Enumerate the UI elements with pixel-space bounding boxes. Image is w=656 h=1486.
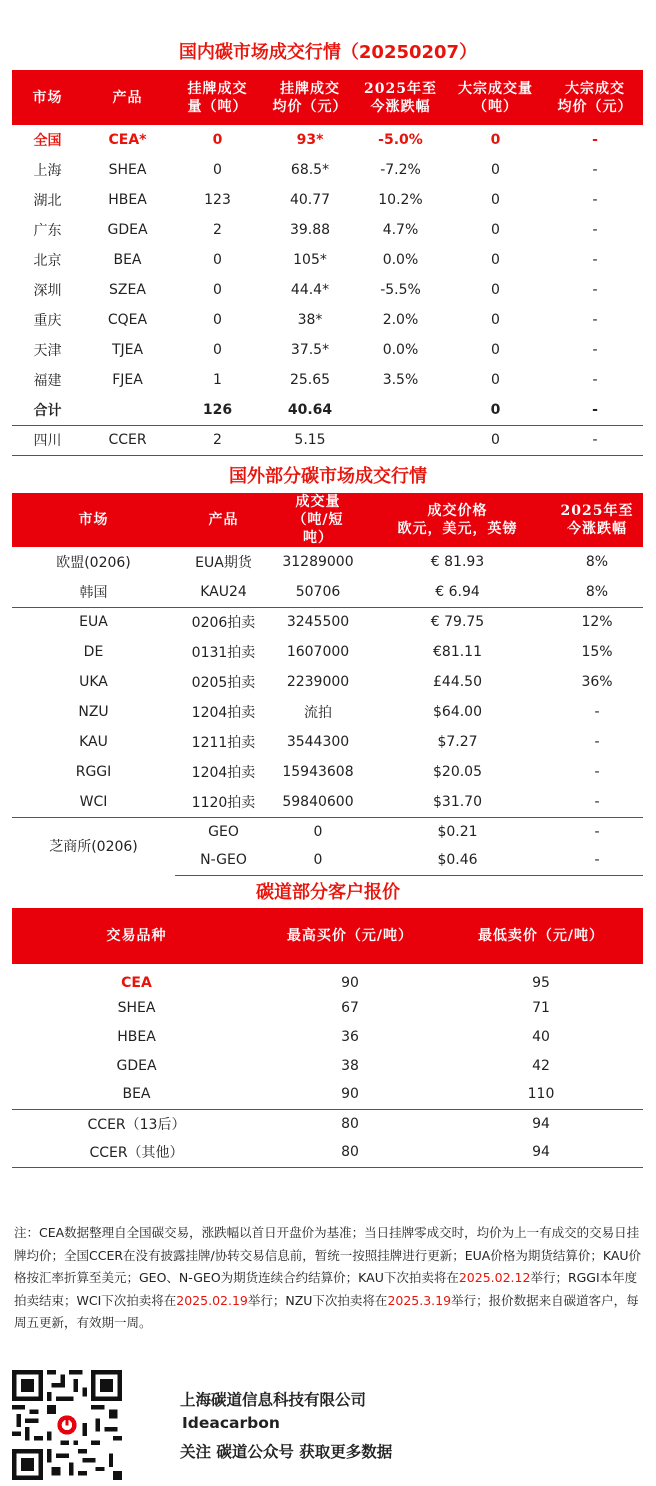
table-row bbox=[12, 1109, 643, 1138]
table-cell: - bbox=[592, 252, 598, 268]
table-cell: EUA期货 bbox=[195, 555, 252, 571]
table-row bbox=[12, 305, 643, 335]
table-cell: 0 bbox=[213, 342, 222, 358]
column-header-line: 2025年至 bbox=[560, 503, 634, 519]
table-cell: 1607000 bbox=[286, 644, 350, 660]
table-cell: 北京 bbox=[33, 253, 62, 269]
table-cell: 15% bbox=[581, 644, 613, 660]
table-cell: RGGI bbox=[75, 764, 112, 780]
column-header bbox=[12, 493, 175, 547]
table-cell: 0 bbox=[491, 372, 500, 388]
table-cell: 1204拍卖 bbox=[191, 765, 256, 781]
column-header-line: 挂牌成交 bbox=[187, 80, 248, 97]
column-header bbox=[357, 70, 444, 125]
table-cell: 39.88 bbox=[289, 222, 331, 238]
table-cell: 0 bbox=[490, 401, 501, 418]
table-cell: - bbox=[592, 372, 598, 388]
table-cell: 0 bbox=[491, 192, 500, 208]
table-cell: 0 bbox=[491, 162, 500, 178]
table-cell: 93* bbox=[296, 132, 324, 148]
follow-text: 关注 碳道公众号 获取更多数据 bbox=[180, 1443, 393, 1461]
table-cell: 天津 bbox=[33, 343, 62, 359]
table-cell: 36 bbox=[341, 1028, 359, 1045]
table-cell: N-GEO bbox=[175, 846, 272, 875]
table-cell: 韩国 bbox=[12, 577, 175, 607]
table-cell: - bbox=[592, 222, 598, 238]
table-cell: 0 bbox=[313, 823, 323, 840]
nzu-next-auction-date: 2025.3.19 bbox=[387, 1292, 452, 1308]
table-cell: 80 bbox=[261, 1138, 439, 1167]
domestic-table bbox=[12, 70, 643, 456]
column-header-line: 均价（元） bbox=[557, 98, 633, 115]
table-cell: - bbox=[592, 132, 598, 148]
table-cell: 42 bbox=[532, 1057, 550, 1074]
table-cell bbox=[83, 395, 172, 425]
column-header bbox=[263, 70, 357, 125]
quotes-table bbox=[12, 908, 643, 1168]
table-cell: CCER（13后） bbox=[87, 1116, 186, 1133]
table-cell: 0.0% bbox=[382, 342, 419, 358]
table-cell: CCER（其他） bbox=[12, 1138, 261, 1167]
table-cell: 80 bbox=[341, 1115, 359, 1132]
column-header-line: 市场 bbox=[32, 89, 63, 106]
column-header-line: 产品 bbox=[208, 512, 239, 528]
table-cell: - bbox=[592, 282, 598, 298]
table-cell: 94 bbox=[532, 1115, 550, 1132]
table-cell: - bbox=[551, 846, 643, 875]
column-header bbox=[364, 493, 551, 547]
table-cell: 0 bbox=[490, 132, 501, 148]
table-cell: 94 bbox=[439, 1138, 643, 1167]
column-header-line: 成交量 bbox=[295, 494, 341, 510]
table-row bbox=[12, 245, 643, 275]
table-cell: € 81.93 bbox=[430, 554, 485, 570]
table-cell: 0 bbox=[444, 425, 547, 455]
column-header-line: 今涨跌幅 bbox=[567, 521, 627, 537]
table-cell: 0 bbox=[212, 132, 223, 148]
table-cell: 40.77 bbox=[289, 192, 331, 208]
table-cell: 3.5% bbox=[382, 372, 419, 388]
foreign-table bbox=[12, 493, 643, 876]
column-header-line: 大宗成交量 bbox=[458, 80, 533, 97]
table-cell: 8% bbox=[585, 554, 609, 570]
table-cell: $31.70 bbox=[364, 787, 551, 817]
table-cell: 123 bbox=[204, 192, 231, 208]
table-cell: - bbox=[592, 312, 598, 328]
column-header: 最高买价（元/吨） bbox=[261, 908, 439, 964]
table-cell: 芝商所(0206) bbox=[49, 839, 138, 856]
table-cell: 合计 bbox=[33, 402, 62, 419]
table-cell: KAU bbox=[79, 734, 108, 750]
table-row bbox=[12, 1080, 643, 1109]
table-cell: 38 bbox=[341, 1057, 359, 1074]
table-cell: HBEA bbox=[108, 192, 147, 208]
table-row bbox=[12, 787, 643, 817]
table-row bbox=[12, 817, 643, 846]
table-cell: 40 bbox=[532, 1028, 550, 1045]
table-cell: 1204拍卖 bbox=[191, 705, 256, 721]
table-cell: 110 bbox=[439, 1080, 643, 1109]
table-cell: 44.4* bbox=[290, 282, 330, 298]
table-cell: 2239000 bbox=[286, 674, 350, 690]
table-cell: 广东 bbox=[33, 223, 62, 239]
foreign-title: 国外部分碳市场成交行情 bbox=[229, 466, 427, 487]
table-cell: - bbox=[594, 704, 600, 720]
table-cell: GDEA bbox=[107, 222, 148, 238]
column-header bbox=[547, 70, 643, 125]
table-cell: TJEA bbox=[111, 342, 144, 358]
table-row bbox=[12, 365, 643, 395]
table-cell: DE bbox=[83, 644, 104, 660]
table-cell: 126 bbox=[202, 401, 233, 418]
column-header-line: 大宗成交 bbox=[565, 80, 625, 97]
table-row bbox=[12, 425, 643, 455]
table-cell: 8% bbox=[551, 577, 643, 607]
table-cell: 重庆 bbox=[33, 313, 62, 329]
table-cell: 0 bbox=[491, 252, 500, 268]
table-cell: CQEA bbox=[107, 312, 148, 328]
table-cell: 0 bbox=[491, 222, 500, 238]
table-cell: 31289000 bbox=[282, 554, 354, 570]
table-row bbox=[12, 1022, 643, 1051]
table-cell bbox=[357, 395, 444, 425]
table-cell: EUA bbox=[79, 614, 108, 631]
column-header-line: 成交价格 bbox=[427, 503, 488, 519]
table-cell: €81.11 bbox=[433, 644, 482, 660]
table-cell: 3245500 bbox=[286, 614, 350, 631]
table-cell: 37.5* bbox=[290, 342, 330, 358]
table-cell: 3544300 bbox=[286, 734, 350, 750]
column-header bbox=[272, 493, 364, 547]
column-header bbox=[83, 70, 172, 125]
table-cell: 10.2% bbox=[378, 192, 423, 208]
table-cell: 25.65 bbox=[289, 372, 331, 388]
table-row bbox=[12, 727, 643, 757]
table-cell: - bbox=[594, 764, 600, 780]
table-row bbox=[12, 1138, 643, 1167]
wci-next-auction-date: 2025.02.19 bbox=[176, 1292, 248, 1308]
table-cell: BEA bbox=[12, 1080, 261, 1109]
table-cell: GEO bbox=[208, 823, 239, 840]
table-row bbox=[12, 185, 643, 215]
qr-code-image bbox=[12, 1370, 122, 1480]
column-header-line: （吨/短 bbox=[292, 512, 344, 528]
table-cell: € 6.94 bbox=[364, 577, 551, 607]
table-row bbox=[12, 155, 643, 185]
column-header-line: 2025年至 bbox=[364, 80, 437, 97]
table-row bbox=[12, 215, 643, 245]
table-row bbox=[12, 637, 643, 667]
table-cell: € 79.75 bbox=[430, 614, 485, 631]
column-header bbox=[444, 70, 547, 125]
table-cell: 40.64 bbox=[287, 401, 333, 418]
table-cell: 全国 bbox=[33, 133, 62, 149]
table-cell: - bbox=[551, 787, 643, 817]
table-cell: - bbox=[592, 401, 598, 418]
column-header bbox=[551, 493, 643, 547]
table-cell: HBEA bbox=[117, 1028, 156, 1045]
table-row bbox=[12, 964, 643, 993]
table-cell: 0131拍卖 bbox=[191, 645, 256, 661]
table-cell: 0 bbox=[213, 252, 222, 268]
table-cell: CEA bbox=[121, 974, 152, 991]
table-cell: 5.15 bbox=[263, 425, 357, 455]
table-cell: 流拍 bbox=[304, 705, 332, 721]
table-cell: 0 bbox=[272, 846, 364, 875]
table-cell: 1120拍卖 bbox=[175, 787, 272, 817]
table-cell: BEA bbox=[113, 252, 142, 268]
table-cell: 0 bbox=[213, 162, 222, 178]
column-header-line: 产品 bbox=[112, 89, 143, 106]
table-cell: 95 bbox=[532, 974, 550, 991]
table-row bbox=[12, 607, 643, 637]
table-cell: 2 bbox=[213, 222, 222, 238]
table-row bbox=[12, 547, 643, 577]
table-cell: CEA* bbox=[108, 132, 147, 148]
table-cell: 湖北 bbox=[33, 193, 62, 209]
quotes-title: 碳道部分客户报价 bbox=[256, 882, 400, 903]
table-cell: - bbox=[547, 425, 643, 455]
table-cell: - bbox=[592, 162, 598, 178]
table-cell: KAU24 bbox=[175, 577, 272, 607]
table-cell: 四川 bbox=[12, 425, 83, 455]
table-cell: 4.7% bbox=[382, 222, 419, 238]
table-cell: $7.27 bbox=[437, 734, 478, 750]
table-cell: $20.05 bbox=[433, 764, 482, 780]
column-header-line: 欧元，美元，英镑 bbox=[397, 521, 518, 537]
column-header bbox=[172, 70, 263, 125]
table-row bbox=[12, 1051, 643, 1080]
table-cell: 50706 bbox=[272, 577, 364, 607]
table-cell: - bbox=[594, 734, 600, 750]
table-cell: SZEA bbox=[109, 282, 146, 298]
column-header bbox=[12, 70, 83, 125]
domestic-title: 国内碳市场成交行情（20250207） bbox=[178, 42, 478, 63]
column-header-line: 挂牌成交 bbox=[280, 80, 340, 97]
table-cell: SHEA bbox=[108, 162, 147, 178]
table-cell: - bbox=[594, 823, 600, 840]
table-cell: $0.21 bbox=[437, 823, 478, 840]
table-row bbox=[12, 993, 643, 1022]
column-header-line: 吨） bbox=[303, 530, 333, 546]
table-cell: 1211拍卖 bbox=[191, 735, 256, 751]
table-row bbox=[12, 335, 643, 365]
table-cell: 欧盟(0206) bbox=[56, 555, 131, 571]
table-cell: FJEA bbox=[112, 372, 143, 388]
table-cell: 59840600 bbox=[272, 787, 364, 817]
column-header: 交易品种 bbox=[12, 908, 261, 964]
column-header-line: 今涨跌幅 bbox=[370, 98, 431, 115]
table-cell: -5.5% bbox=[380, 282, 421, 298]
table-cell: UKA bbox=[79, 674, 108, 690]
table-cell: 0 bbox=[213, 282, 222, 298]
table-cell: 105* bbox=[293, 252, 327, 268]
table-cell: 67 bbox=[341, 999, 359, 1016]
table-cell: 71 bbox=[532, 999, 550, 1016]
table-cell: 68.5* bbox=[290, 162, 330, 178]
table-cell: 90 bbox=[341, 974, 359, 991]
table-cell: 36% bbox=[581, 674, 613, 690]
table-cell: 90 bbox=[261, 1080, 439, 1109]
table-cell: 15943608 bbox=[282, 764, 354, 780]
table-cell: $0.46 bbox=[364, 846, 551, 875]
table-cell: 2.0% bbox=[382, 312, 419, 328]
table-cell: 0 bbox=[491, 312, 500, 328]
table-cell: - bbox=[592, 192, 598, 208]
table-cell: 38* bbox=[297, 312, 323, 328]
table-cell: £44.50 bbox=[433, 674, 482, 690]
table-cell: -5.0% bbox=[378, 132, 423, 148]
column-header-line: 量（吨） bbox=[187, 98, 248, 115]
table-cell: GDEA bbox=[116, 1057, 157, 1074]
table-cell: SHEA bbox=[117, 999, 156, 1016]
table-cell: $64.00 bbox=[433, 704, 482, 720]
table-cell: 0 bbox=[491, 342, 500, 358]
column-header: 最低卖价（元/吨） bbox=[439, 908, 643, 964]
table-row bbox=[12, 395, 643, 425]
table-cell bbox=[357, 425, 444, 455]
table-cell: 0206拍卖 bbox=[191, 615, 256, 632]
table-row bbox=[12, 757, 643, 787]
table-cell: 上海 bbox=[33, 163, 62, 179]
brand-name: Ideacarbon bbox=[182, 1414, 280, 1432]
table-cell: - bbox=[592, 342, 598, 358]
table-cell: NZU bbox=[78, 704, 109, 720]
table-cell: WCI bbox=[12, 787, 175, 817]
table-row bbox=[12, 125, 643, 155]
table-cell: 0 bbox=[213, 312, 222, 328]
company-name: 上海碳道信息科技有限公司 bbox=[180, 1391, 367, 1409]
table-cell: CCER bbox=[83, 425, 172, 455]
table-row bbox=[12, 697, 643, 727]
kau-next-auction-date: 2025.02.12 bbox=[458, 1270, 531, 1285]
column-header bbox=[175, 493, 272, 547]
table-cell: 2 bbox=[172, 425, 263, 455]
column-header-line: （吨） bbox=[473, 98, 518, 115]
table-cell: 12% bbox=[581, 614, 613, 631]
column-header-line: 市场 bbox=[78, 512, 109, 528]
table-row bbox=[12, 275, 643, 305]
table-cell: 0205拍卖 bbox=[191, 675, 256, 691]
table-cell: 0.0% bbox=[382, 252, 419, 268]
table-row bbox=[12, 667, 643, 697]
table-cell: 0 bbox=[491, 282, 500, 298]
table-cell: 深圳 bbox=[33, 283, 62, 299]
table-row bbox=[12, 577, 643, 607]
footnote: 注：CEA数据整理自全国碳交易，涨跌幅以首日开盘价为基准；当日挂牌零成交时，均价为上一有成交的交易日挂牌均价；全国CCER在没有披露挂牌/协转交易信息前，暂统一按照挂牌进行更新；EUA价格为期货结算价；KAU价格按汇率折算至美元；GEO、N-GEO为期货连续合约结算价；KAU下次拍卖将在2025.02.12举行；RGGI本年度拍卖结束；WCI下次拍卖将在2025.02.19举行；NZU下次拍卖将在2025.3.19举行；报价数据来自碳道客户，每周五更新，有效期一周。 bbox=[14, 1225, 642, 1330]
table-cell: 福建 bbox=[33, 373, 62, 389]
column-header-line: 均价（元） bbox=[272, 98, 348, 115]
table-cell: -7.2% bbox=[380, 162, 421, 178]
table-cell: 1 bbox=[213, 372, 222, 388]
